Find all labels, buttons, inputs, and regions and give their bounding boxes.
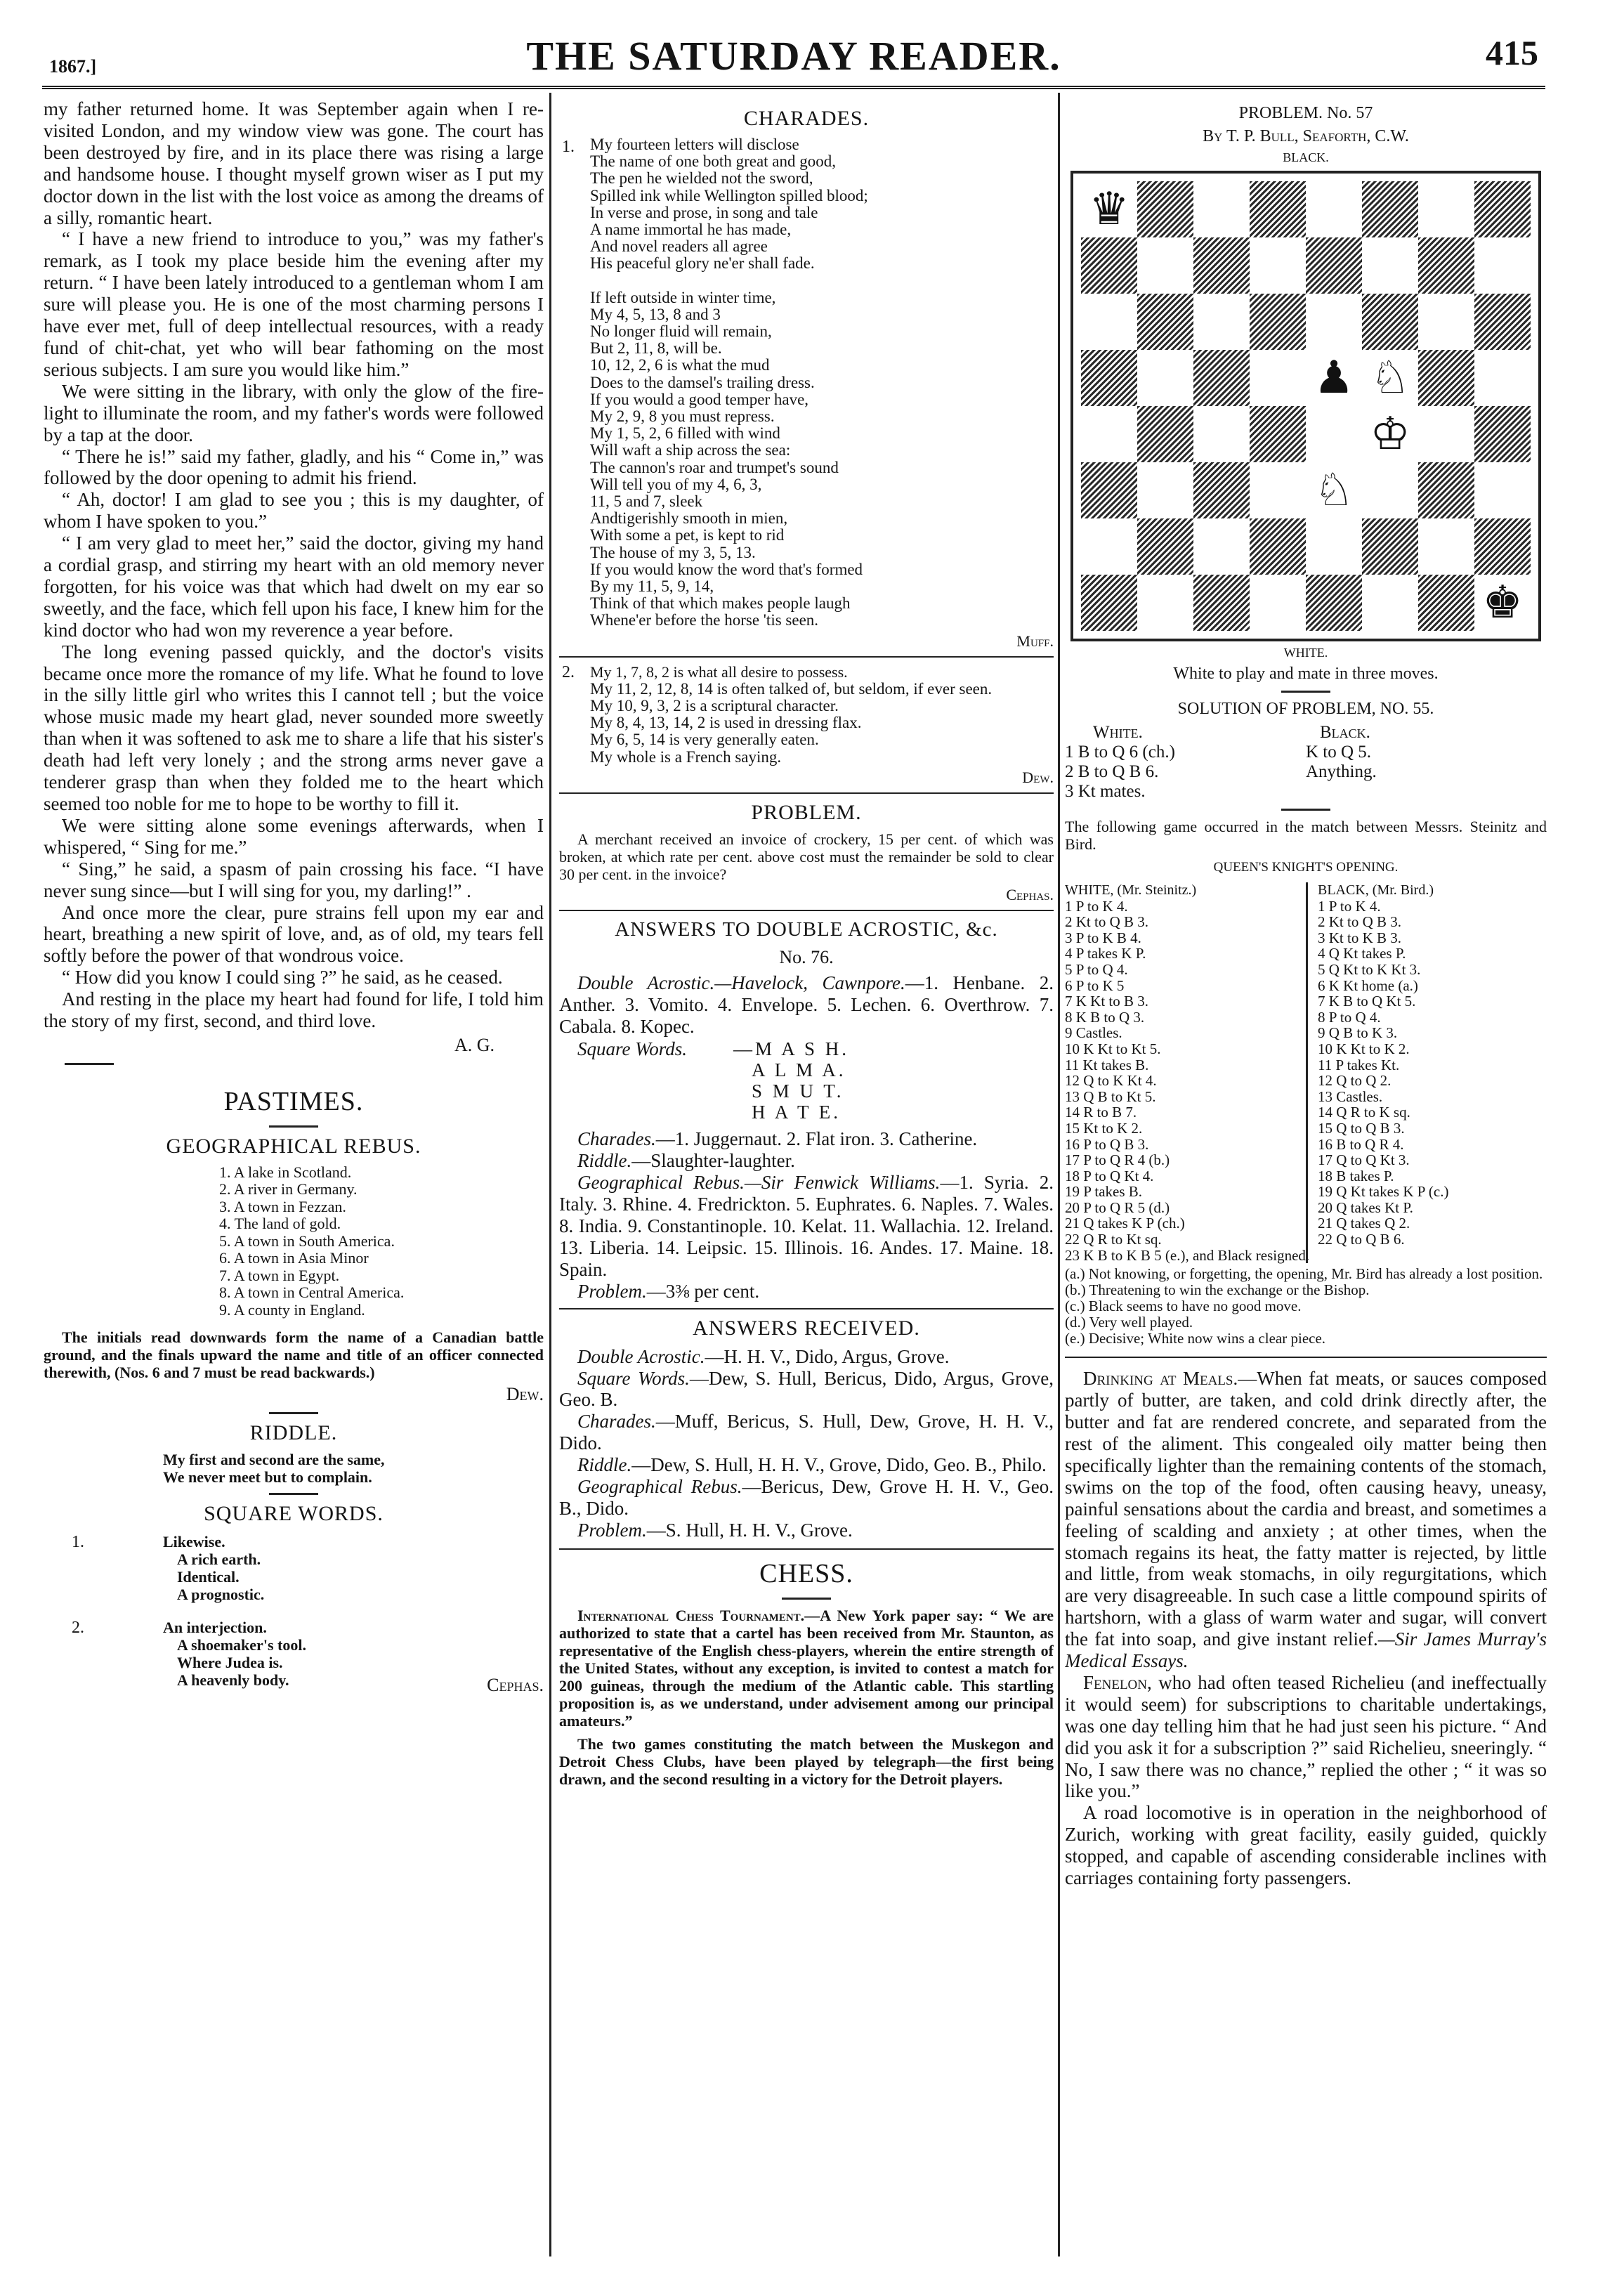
- charade-verse: If left outside in winter time, My 4, 5, 13, 8 and 3 No longer fluid will remain, But 2, 11, 8, will be. 10, 12, 2, 6 is what the mud Does to the damsel's trailing dress. If you would a good temper have, My 2, 9, 8 you must repress. My 1, 5, 2, 6 filled with wind Will waft a ship across the sea: The cannon's roar and trumpet's sound Will tell you of my 4, 6, 3, 11, 5 and 7, sleek Andtigerishly smooth in mien, With some a pet, is kept to rid The house of my 3, 5, 13. If you would know the word that's formed By my 11, 5, 9, 14, Think of that which makes people laugh Whene'er before the horse 'tis seen.: [590, 288, 863, 629]
- story-paragraph: We were sitting alone some evenings afterwards, when I whispered, “ Sing for me.”: [44, 814, 544, 858]
- story-paragraph: And resting in the place my heart had found for life, I told him the story of my first, second, and third love.: [44, 988, 544, 1032]
- rebus-heading: GEOGRAPHICAL REBUS.: [166, 1134, 421, 1158]
- solution-black-move: Anything.: [1306, 762, 1377, 781]
- clue-line: A rich earth.: [177, 1550, 261, 1569]
- problem-heading: PROBLEM.: [751, 800, 862, 824]
- solution-black-head: Black.: [1320, 723, 1370, 742]
- section-rule: [269, 1125, 318, 1128]
- answer-text: —3⅜ per cent.: [646, 1280, 760, 1302]
- board-square: [1362, 237, 1418, 294]
- answer-rebus: [559, 1172, 1054, 1281]
- board-square: [1418, 518, 1474, 575]
- chess-problem-author: By T. P. Bull, Seaforth, C.W.: [1203, 127, 1409, 145]
- answer-text: —Dew, S. Hull, H. H. V., Grove, Dido, Geo. B., Philo.: [631, 1454, 1047, 1476]
- list-item: 6. A town in Asia Minor: [219, 1249, 369, 1267]
- answer-label: Riddle.: [577, 1150, 632, 1172]
- board-square: [1474, 350, 1531, 406]
- chess-heading: CHESS.: [759, 1558, 853, 1588]
- board-square: [1193, 294, 1250, 350]
- white-knight-icon: ♘: [1306, 462, 1362, 518]
- white-move: 6 P to K 5: [1065, 977, 1125, 994]
- solution-row: [1065, 782, 1547, 802]
- black-side-label: BLACK.: [1283, 150, 1329, 164]
- solution-white-head: White.: [1093, 723, 1143, 742]
- story-paragraph: “ How did you know I could sing ?” he said, as he ceased.: [62, 967, 503, 988]
- white-move: 12 Q to K Kt 4.: [1065, 1072, 1157, 1090]
- fenelon-text: who had often teased Richelieu (and ineffectually it would seem) for subscriptions to charitable undertakings, was one day telling him that he had just seen his picture. “ And did you ask it for a subscription ?” said Richelieu, sneeringly. “ No, I saw there was no chance,” replied the other ; “ it was so like you.”: [1065, 1671, 1547, 1802]
- square-words-1: [44, 1533, 544, 1603]
- board-square: [1193, 237, 1250, 294]
- drinking-source: —Sir James Murray's Medical Essays.: [1065, 1628, 1547, 1672]
- white-move: 4 P takes K P.: [1065, 945, 1146, 962]
- square-clues: [163, 1533, 264, 1603]
- answer-text: —1. Syria. 2. Italy. 3. Rhine. 4. Fredrickton. 5. Euphrates. 6. Naples. 7. Wales. 8. India. 9. Constantinople. 10. Kelat. 11. Wallachia. 12. Ireland. 13. Liberia. 14. Leipsic. 15. Illinois. 16. Andes. 17. Maine. 18. Spain.: [559, 1172, 1054, 1280]
- white-move: 7 K Kt to B 3.: [1065, 993, 1149, 1010]
- black-moves-column: [1306, 882, 1547, 1263]
- white-move: 17 P to Q R 4 (b.): [1065, 1151, 1170, 1169]
- white-move: 11 Kt takes B.: [1065, 1056, 1149, 1073]
- story-paragraph: “ I have a new friend to introduce to you,” was my father's remark, as I took my place beside him the evening after my return. “ I have been lately introduced to a gentleman whom I am sure will please you. He is one of the most charming persons I have ever met, full of deep intellectual resources, with a ready fund of chit-chat, yet who will bear fathoming on the most serious subjects. I am sure you would like him.”: [44, 228, 544, 380]
- answer-text: —Dew, S. Hull, Bericus, Dido, Argus, Grove, Geo. B.: [559, 1367, 1054, 1411]
- white-move: 5 P to Q 4.: [1065, 960, 1128, 978]
- column-middle: [559, 98, 1054, 1788]
- white-move: 18 P to Q Kt 4.: [1065, 1167, 1154, 1184]
- charade-number: 2.: [562, 662, 575, 681]
- drinking-paragraph: [1065, 1368, 1547, 1672]
- board-square: [1418, 575, 1474, 631]
- square-number: 2.: [72, 1619, 84, 1638]
- board-square: [1137, 406, 1193, 462]
- solution-row: [1065, 743, 1547, 762]
- black-move: 21 Q takes Q 2.: [1318, 1215, 1410, 1232]
- received-heading: ANSWERS RECEIVED.: [693, 1316, 920, 1340]
- received-item: [559, 1454, 1054, 1476]
- board-square: [1137, 575, 1193, 631]
- black-move: 16 B to Q R 4.: [1318, 1135, 1404, 1153]
- issue-date: 1867.]: [49, 56, 97, 77]
- answer-charades: [559, 1128, 1054, 1150]
- board-square: [1306, 406, 1362, 462]
- square-number: 1.: [72, 1533, 84, 1552]
- black-player-head: BLACK, (Mr. Bird.): [1318, 882, 1434, 898]
- game-intro: The following game occurred in the match between Messrs. Steinitz and Bird.: [1065, 818, 1547, 853]
- board-square: [1137, 294, 1193, 350]
- drinking-text: —When fat meats, or sauces composed partly of butter, are taken, and cold drink directly after, the butter and fat are rendered concrete, and separated from the rest of the aliment. This congealed oily matter being then specifically lighter than the remaining contents of the stomach, swims on the top of the food, often causing heavy, uneasy, painful sensations about the cardia and breast, and sometimes a feeling of scalding and anxiety ; at other times, when the stomach regains its heat, the fatty matter is rejected, by little and little, from weak stomachs, in oily regurgitations, which are very disagreeable. In such case a little compound spirits of hartshorn, with a glass of warm water and sugar, will convert the fat into soap, and give instant relief.: [1065, 1368, 1547, 1650]
- board-square: [1418, 181, 1474, 237]
- board-square: [1362, 294, 1418, 350]
- white-king-icon: ♔: [1362, 406, 1418, 462]
- answer-text: —1. Juggernaut. 2. Flat iron. 3. Catherine.: [655, 1128, 978, 1150]
- chess-board: [1070, 171, 1541, 641]
- list-item: 5. A town in South America.: [219, 1232, 395, 1250]
- clue-line: An interjection.: [163, 1619, 267, 1637]
- problem-signature: Cephas.: [1006, 885, 1054, 903]
- board-square: [1193, 181, 1250, 237]
- white-move: 23 K B to K B 5 (e.), and Black resigned.: [1065, 1246, 1310, 1264]
- note-line: (e.) Decisive; White now wins a clear piece.: [1065, 1330, 1326, 1347]
- answer-label: Geographical Rebus.—Sir Fenwick Williams.: [577, 1172, 941, 1194]
- black-move: 3 Kt to K B 3.: [1318, 929, 1402, 946]
- board-square: [1193, 518, 1250, 575]
- black-move: 12 Q to Q 2.: [1318, 1072, 1391, 1090]
- story-paragraph: “ Ah, doctor! I am glad to see you ; this is my daughter, of whom I have spoken to you.”: [44, 489, 544, 533]
- pastimes-heading: PASTIMES.: [223, 1086, 364, 1116]
- received-item: [559, 1368, 1054, 1411]
- charades-heading: CHARADES.: [743, 107, 870, 130]
- board-square: [1418, 294, 1474, 350]
- board-square: [1137, 462, 1193, 518]
- black-move: 14 Q R to K sq.: [1318, 1104, 1410, 1121]
- section-rule: [65, 1063, 114, 1065]
- board-square: [1250, 518, 1306, 575]
- black-move: 10 K Kt to K 2.: [1318, 1040, 1410, 1057]
- charade-number: 1.: [562, 138, 575, 156]
- black-king-icon: ♚: [1474, 575, 1531, 631]
- answers-number: No. 76.: [779, 946, 834, 967]
- white-move: 8 K B to Q 3.: [1065, 1008, 1145, 1026]
- black-move: 8 P to Q 4.: [1318, 1008, 1381, 1026]
- solution-black-move: K to Q 5.: [1306, 743, 1372, 762]
- answer-label: Geographical Rebus.: [577, 1476, 742, 1498]
- solution-header-row: [1065, 723, 1547, 743]
- received-item: [559, 1520, 1054, 1541]
- answer-acrostic: [559, 972, 1054, 1038]
- column-left: [44, 98, 544, 1702]
- list-item: 4. The land of gold.: [219, 1215, 341, 1233]
- board-square: [1306, 294, 1362, 350]
- answer-label: Problem.: [577, 1519, 647, 1541]
- story-paragraph: “ Sing,” he said, a spasm of pain crossing his face. “I have never sung since—but I will sing for you, my darling!” .: [44, 858, 544, 901]
- square-row: S M U T.: [752, 1080, 844, 1102]
- note-line: (b.) Threatening to win the exchange or the Bishop.: [1065, 1281, 1370, 1299]
- board-caption: White to play and mate in three moves.: [1173, 665, 1439, 683]
- white-move: 1 P to K 4.: [1065, 897, 1128, 915]
- black-move: 15 Q to Q B 3.: [1318, 1119, 1405, 1137]
- black-pawn-icon: ♟: [1306, 350, 1362, 406]
- board-square: [1193, 575, 1250, 631]
- board-square: [1193, 406, 1250, 462]
- column-divider: [549, 93, 551, 2256]
- board-square: [1474, 294, 1531, 350]
- board-square: [1362, 575, 1418, 631]
- answer-text: —S. Hull, H. H. V., Grove.: [646, 1519, 853, 1541]
- black-move: 13 Castles.: [1318, 1088, 1383, 1105]
- note-line: (d.) Very well played.: [1065, 1314, 1193, 1331]
- tourney-paragraph: [559, 1607, 1054, 1730]
- white-moves-column: [1065, 882, 1310, 1264]
- charade-signature: Muff.: [1016, 632, 1054, 650]
- white-move: 22 Q R to Kt sq.: [1065, 1231, 1162, 1248]
- story-signature: A. G.: [454, 1034, 495, 1055]
- board-square: [1081, 294, 1137, 350]
- solution-white-move: 1 B to Q 6 (ch.): [1065, 743, 1175, 762]
- masthead: [42, 28, 1545, 84]
- divider: [559, 1548, 1054, 1550]
- board-square: [1081, 350, 1137, 406]
- received-item: [559, 1476, 1054, 1520]
- locomotive-paragraph: A road locomotive is in operation in the neighborhood of Zurich, working with great facility, easily guided, quickly stopped, and capable of ascending considerable inclines with carriages containing forty passengers.: [1065, 1802, 1547, 1889]
- board-square: [1474, 462, 1531, 518]
- board-square: [1193, 350, 1250, 406]
- charade-verse: My fourteen letters will disclose The name of one both great and good, The pen he wielded not the sword, Spilled ink while Wellington spilled blood; In verse and prose, in song and tale A name immortal he has made, And novel readers all agree His peaceful glory ne'er shall fade.: [590, 136, 868, 273]
- page-number: 415: [1486, 33, 1538, 72]
- section-rule: [269, 1412, 318, 1414]
- black-move: 7 K B to Q Kt 5.: [1318, 993, 1416, 1010]
- solution-row: [1065, 762, 1547, 782]
- white-side-label: WHITE.: [1283, 646, 1328, 660]
- answer-label: Problem.: [577, 1280, 647, 1302]
- divider: [1065, 1357, 1547, 1358]
- board-square: [1306, 181, 1362, 237]
- board-square: [1250, 237, 1306, 294]
- white-move: 19 P takes B.: [1065, 1183, 1143, 1201]
- square-row: H A T E.: [752, 1102, 842, 1123]
- black-move: 4 Q Kt takes P.: [1318, 945, 1406, 962]
- received-item: [559, 1346, 1054, 1368]
- list-item: 8. A town in Central America.: [219, 1284, 405, 1302]
- answer-text: —Muff, Bericus, S. Hull, Dew, Grove, H. H. V., Dido.: [559, 1411, 1054, 1454]
- board-square: [1081, 462, 1137, 518]
- list-item: 9. A county in England.: [219, 1300, 365, 1319]
- board-square: [1250, 350, 1306, 406]
- divider: [559, 792, 1054, 794]
- board-square: [1081, 406, 1137, 462]
- square-clues: [163, 1619, 306, 1689]
- verse-line: We never meet but to complain.: [163, 1468, 372, 1487]
- answer-text: —Slaughter-laughter.: [631, 1150, 795, 1172]
- square-row: —M A S H.: [733, 1038, 850, 1060]
- board-square: [1250, 575, 1306, 631]
- section-rule: [269, 1493, 318, 1495]
- masthead-rule: [42, 86, 1545, 89]
- answer-riddle: [559, 1150, 1054, 1172]
- opening-heading: QUEEN'S KNIGHT'S OPENING.: [1213, 860, 1399, 875]
- clue-line: A heavenly body.: [177, 1671, 289, 1690]
- black-move: 6 K Kt home (a.): [1318, 977, 1418, 994]
- board-square: [1418, 462, 1474, 518]
- board-square: [1474, 181, 1531, 237]
- square-signature: Cephas.: [487, 1675, 544, 1696]
- white-move: 15 Kt to K 2.: [1065, 1119, 1143, 1137]
- square-row: A L M A.: [752, 1059, 846, 1081]
- black-queen-icon: ♛: [1081, 181, 1137, 237]
- charade-signature: Dew.: [1022, 768, 1054, 786]
- board-square: [1081, 575, 1137, 631]
- white-move: 21 Q takes K P (ch.): [1065, 1215, 1185, 1232]
- white-move: 10 K Kt to Kt 5.: [1065, 1040, 1161, 1057]
- board-square: [1418, 406, 1474, 462]
- black-move: 22 Q to Q B 6.: [1318, 1231, 1405, 1248]
- answer-label: Double Acrostic.—Havelock, Cawnpore.: [577, 972, 905, 993]
- white-player-head: WHITE, (Mr. Steinitz.): [1065, 882, 1197, 898]
- story-paragraph: We were sitting in the library, with only the glow of the fire-light to illuminate the room, and my father's words were followed by a tap at the door.: [44, 380, 544, 445]
- answer-text: —1. Henbane. 2. Anther. 3. Vomito. 4. Envelope. 5. Lechen. 6. Overthrow. 7. Cabala. 8. Kopec.: [559, 972, 1054, 1037]
- drinking-label: Drinking at Meals.: [1083, 1368, 1238, 1390]
- list-item: 1. A lake in Scotland.: [219, 1163, 352, 1181]
- square-grid: [733, 1038, 849, 1123]
- note-line: (c.) Black seems to have no good move.: [1065, 1298, 1302, 1315]
- divider: [559, 910, 1054, 911]
- answer-text: —Bericus, Dew, Grove H. H. V., Geo. B., Dido.: [559, 1476, 1054, 1520]
- answer-text: —H. H. V., Dido, Argus, Grove.: [705, 1345, 950, 1367]
- black-move: 2 Kt to Q B 3.: [1318, 913, 1402, 931]
- board-square: [1418, 237, 1474, 294]
- board-square: [1474, 406, 1531, 462]
- verse-line: My first and second are the same,: [163, 1451, 385, 1469]
- black-move: 5 Q Kt to K Kt 3.: [1318, 960, 1421, 978]
- tourney-text: —A New York paper say: “ We are authorized to state that a cartel has been received from Mr. Staunton, as representative of the English chess-players, wherein the entire strength of the United States, without any exception, is invited to contest a match for 200 guineas, through the medium of the Atlantic cable. This startling proposition is, as we understand, under advisement among our principal amateurs.”: [559, 1606, 1054, 1730]
- white-move: 2 Kt to Q B 3.: [1065, 913, 1149, 931]
- board-square: [1362, 181, 1418, 237]
- section-rule: [1281, 809, 1330, 811]
- story-paragraph: The long evening passed quickly, and the doctor's visits became once more the romance of my life. What he found to love in the silly little girl who writes this I cannot tell ; but the voice whose music made my heart glad, never sounded more sweetly than when it was softened to ask me to share a life that his sister's death had left very lonely ; and the strong arms never gave a tenderer grasp than when they folded me to the heart which seemed too noble for me to hope to be worthy to fill it.: [44, 641, 544, 814]
- rebus-note: The initials read downwards form the name of a Canadian battle ground, and the finals upward the name and title of an officer connected therewith, (Nos. 6 and 7 must be read backwards.): [44, 1328, 544, 1382]
- answer-square-words: [577, 1038, 1054, 1123]
- story-paragraph: “ There he is!” said my father, gladly, and his “ Come in,” was followed by the door opening to admit his friend.: [44, 445, 544, 489]
- white-move: 9 Castles.: [1065, 1024, 1122, 1042]
- black-move: 9 Q B to K 3.: [1318, 1024, 1398, 1042]
- clue-line: A shoemaker's tool.: [177, 1636, 306, 1654]
- game-moves: [1065, 882, 1547, 1263]
- white-move: 3 P to K B 4.: [1065, 929, 1141, 946]
- clue-line: Identical.: [177, 1568, 240, 1586]
- game-notes: [1065, 1266, 1547, 1347]
- board-square: [1250, 462, 1306, 518]
- white-knight-icon: ♘: [1362, 350, 1418, 406]
- charade-verse: My 11, 2, 12, 8, 14 is often talked of, but seldom, if ever seen. My 10, 9, 3, 2 is a scriptural character. My 8, 4, 13, 14, 2 is used in dressing flax. My 6, 5, 14 is very generally eaten. My whole is a French saying.: [590, 679, 993, 766]
- section-rule: [782, 1598, 831, 1600]
- answers-heading: ANSWERS TO DOUBLE ACROSTIC, &c.: [615, 917, 998, 941]
- games-paragraph: The two games constituting the match between the Muskegon and Detroit Chess Clubs, have been played by telegraph—the first being drawn, and the second resulting in a victory for the Detroit players.: [559, 1735, 1054, 1788]
- white-move: 20 P to Q R 5 (d.): [1065, 1198, 1170, 1216]
- rebus-list: [219, 1164, 544, 1319]
- solution-white-move: 3 Kt mates.: [1065, 782, 1146, 801]
- column-right: [1065, 98, 1547, 1889]
- board-square: [1137, 181, 1193, 237]
- answer-label: Charades.: [577, 1411, 656, 1432]
- charade-line: My 1, 7, 8, 2 is what all desire to possess.: [590, 662, 848, 681]
- white-move: 16 P to Q B 3.: [1065, 1135, 1149, 1153]
- board-square: [1362, 518, 1418, 575]
- story-paragraph: “ I am very glad to meet her,” said the doctor, giving my hand a cordial grasp, and stirring my heart with an old memory never forgotten, for his voice was that which had dwelt on my ear so sweetly, and the face, which fell upon his face, I knew him for the kind doctor who had won my reverence a year before.: [44, 533, 544, 641]
- black-move: 17 Q to Q Kt 3.: [1318, 1151, 1410, 1169]
- divider: [559, 1308, 1054, 1309]
- clue-line: Likewise.: [163, 1533, 225, 1551]
- section-rule: [1281, 691, 1330, 693]
- board-square: [1137, 350, 1193, 406]
- black-move: 19 Q Kt takes K P (c.): [1318, 1183, 1449, 1201]
- board-square: [1193, 462, 1250, 518]
- story-paragraph: my father returned home. It was September again when I re-visited London, and my window view was gone. The court has been destroyed by fire, and in its place there was rising a large and handsome house. I thought myself grown wiser as I put my doctor down in the list with the lost voice as among the dreams of a silly, romantic heart.: [44, 98, 544, 228]
- board-square: [1137, 237, 1193, 294]
- story-paragraph: And once more the clear, pure strains fell upon my ear and heart, breathing a new spirit of love, and, as of old, my tears fell softly before the power of that wondrous voice.: [44, 901, 544, 967]
- column-divider: [1058, 93, 1060, 2256]
- answer-problem: [559, 1281, 1054, 1302]
- answer-label: Square Words.: [577, 1038, 688, 1060]
- black-move: 11 P takes Kt.: [1318, 1056, 1400, 1073]
- board-square: [1306, 518, 1362, 575]
- clue-line: A prognostic.: [177, 1586, 265, 1604]
- received-item: [559, 1411, 1054, 1454]
- charade-2: [559, 663, 1054, 787]
- solution-white-move: 2 B to Q B 6.: [1065, 762, 1159, 781]
- answer-label: Charades.: [577, 1128, 656, 1150]
- rebus-signature: Dew.: [506, 1384, 544, 1405]
- white-move: 14 R to B 7.: [1065, 1104, 1137, 1121]
- list-item: 7. A town in Egypt.: [219, 1266, 340, 1284]
- answer-label: Riddle.: [577, 1454, 632, 1476]
- chess-problem-heading: PROBLEM. No. 57: [1238, 104, 1373, 122]
- list-item: 3. A town in Fezzan.: [219, 1197, 346, 1215]
- charade-1: [559, 136, 1054, 651]
- tourney-label: International Chess Tournament.: [577, 1606, 805, 1624]
- newspaper-title: THE SATURDAY READER.: [526, 33, 1061, 79]
- black-move: 18 B takes P.: [1318, 1167, 1394, 1184]
- board-square: [1362, 462, 1418, 518]
- black-move: [1318, 1248, 1547, 1264]
- board-square: [1081, 518, 1137, 575]
- board-square: [1250, 406, 1306, 462]
- board-square: [1474, 518, 1531, 575]
- divider: [559, 656, 1054, 658]
- story-text: [44, 98, 544, 1056]
- board-square: [1250, 181, 1306, 237]
- fenelon-label: Fenelon,: [1083, 1671, 1152, 1693]
- board-square: [1306, 575, 1362, 631]
- problem-text: A merchant received an invoice of crockery, 15 per cent. of which was broken, at which rate per cent. above cost must the remainder be sold to clear 30 per cent. in the invoice?: [559, 830, 1054, 883]
- black-move: 20 Q takes Kt P.: [1318, 1198, 1413, 1216]
- answer-label: Square Words.: [577, 1367, 690, 1389]
- board-square: [1474, 237, 1531, 294]
- note-line: (a.) Not knowing, or forgetting, the opening, Mr. Bird has already a lost position.: [1065, 1265, 1543, 1283]
- square-words-heading: SQUARE WORDS.: [204, 1502, 384, 1526]
- white-move: 13 Q B to Kt 5.: [1065, 1088, 1156, 1105]
- solution-heading: SOLUTION OF PROBLEM, NO. 55.: [1177, 700, 1434, 718]
- list-item: 2. A river in Germany.: [219, 1180, 358, 1198]
- black-move: 1 P to K 4.: [1318, 897, 1381, 915]
- board-square: [1137, 518, 1193, 575]
- answer-label: Double Acrostic.: [577, 1345, 705, 1367]
- riddle-verse: [163, 1451, 544, 1486]
- board-square: [1081, 237, 1137, 294]
- clue-line: Where Judea is.: [177, 1654, 283, 1672]
- board-square: [1250, 294, 1306, 350]
- fenelon-paragraph: [1065, 1672, 1547, 1802]
- board-square: [1418, 350, 1474, 406]
- riddle-heading: RIDDLE.: [249, 1421, 338, 1445]
- board-square: [1306, 237, 1362, 294]
